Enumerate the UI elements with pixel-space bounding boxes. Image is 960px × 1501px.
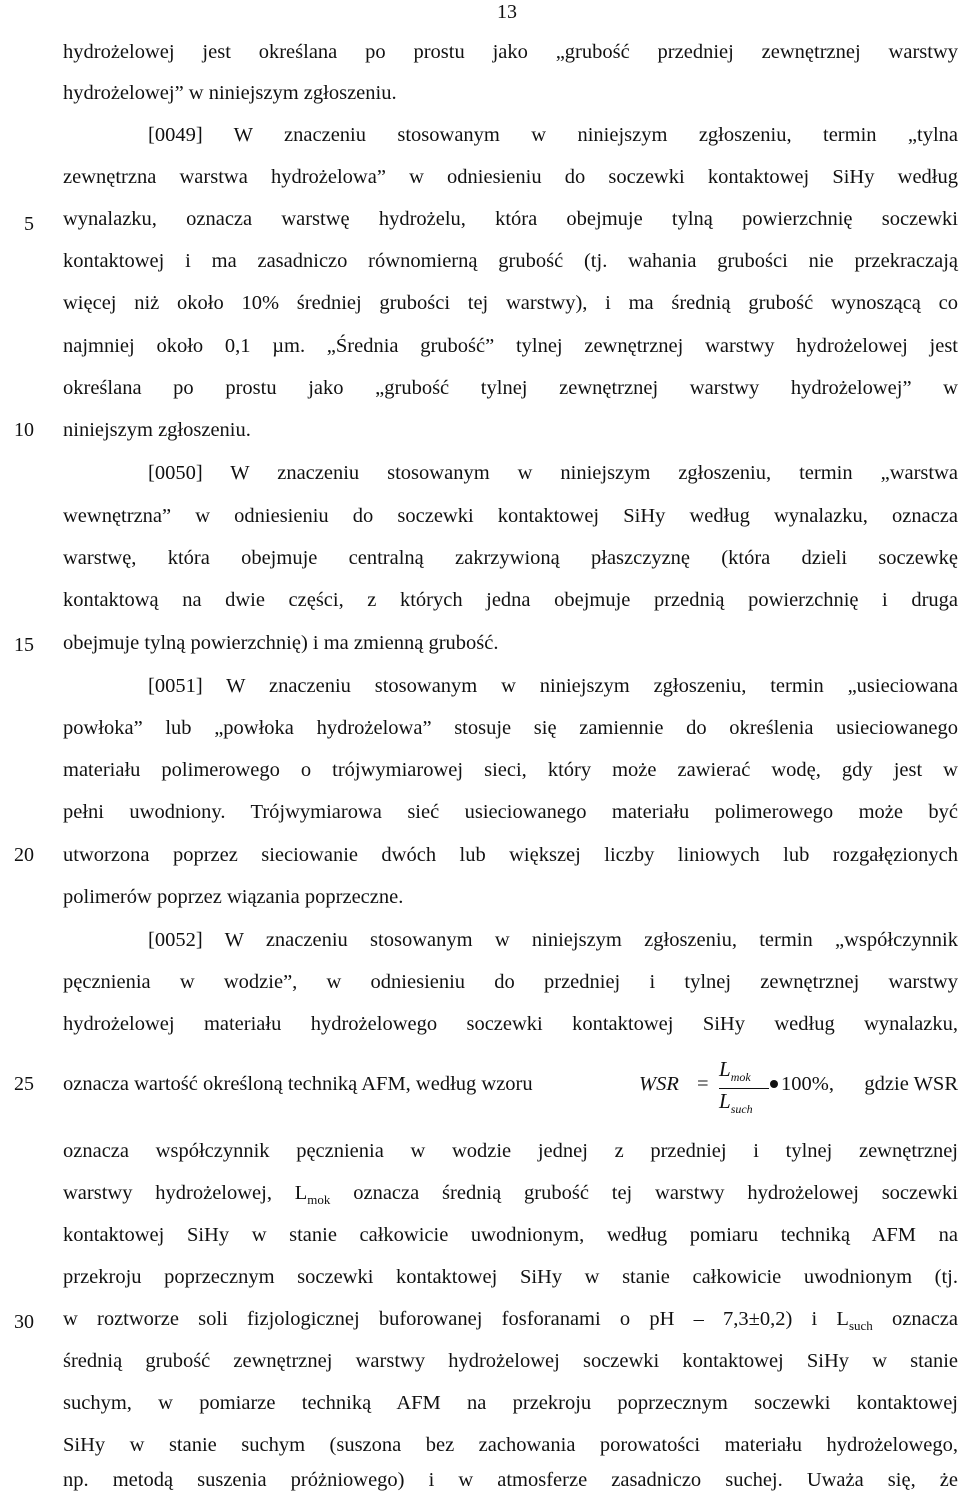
text-line-with-subscript: warstwy hydrożelowej, $L_{mok}$ oznacza średnią grubość tej warstwy hydrożelowej soczewki <box>63 1182 958 1208</box>
line-number: 30 <box>14 1311 34 1333</box>
document-body <box>63 0 958 1501</box>
text-line: pęcznienia w wodzie”, w odniesieniu do przedniej i tylnej zewnętrznej warstwy <box>63 971 958 993</box>
page-number: 13 <box>497 1 517 23</box>
formula-line <box>63 1059 958 1119</box>
text-line: polimerów poprzez wiązania poprzeczne. <box>63 886 404 908</box>
text-line: najmniej około 0,1 µm. „Średnia grubość” tylnej zewnętrznej warstwy hydrożelowej jest <box>63 335 958 357</box>
formula-fraction <box>719 1059 769 1119</box>
text-line: utworzona poprzez sieciowanie dwóch lub większej liczby liniowych lub rozgałęzionych <box>63 844 958 866</box>
text-line: kontaktowej i ma zasadniczo równomierną grubość (tj. wahania grubości nie przekraczają <box>63 250 958 272</box>
text-line: określana po prostu jako „grubość tylnej zewnętrznej warstwy hydrożelowej” w <box>63 377 958 399</box>
formula-line-prefix: oznacza wartość określoną techniką AFM, według wzoru <box>63 1073 533 1095</box>
text-line: warstwę, która obejmuje centralną zakrzywioną płaszczyznę (która dzieli soczewkę <box>63 547 958 569</box>
line-number-margin <box>0 0 40 1501</box>
formula-equals: = <box>697 1073 709 1095</box>
text-line: materiału polimerowego o trójwymiarowej sieci, który może zawierać wodę, gdy jest w <box>63 759 958 781</box>
text-line: obejmuje tylną powierzchnię) i ma zmienną grubość. <box>63 632 499 654</box>
line-number: 25 <box>14 1073 34 1095</box>
formula-percent: 100%, <box>781 1073 834 1095</box>
line-number: 10 <box>14 419 34 441</box>
text-line: wynalazku, oznacza warstwę hydrożelu, która obejmuje tylną powierzchnię soczewki <box>63 208 958 230</box>
text-line: zewnętrzna warstwa hydrożelowa” w odniesieniu do soczewki kontaktowej SiHy według <box>63 166 958 188</box>
text-line: powłoka” lub „powłoka hydrożelowa” stosuje się zamiennie do określenia usieciowanego <box>63 717 958 739</box>
text-line: przekroju poprzecznym soczewki kontaktowej SiHy w stanie całkowicie uwodnionym (tj. <box>63 1266 958 1288</box>
line-number: 20 <box>14 844 34 866</box>
fraction-numerator: $L_{mok}$ <box>719 1057 751 1085</box>
text-line: hydrożelowej jest określana po prostu jako „grubość przedniej zewnętrznej warstwy <box>63 41 958 63</box>
text-line: suchym, w pomiarze techniką AFM na przekroju poprzecznym soczewki kontaktowej <box>63 1392 958 1414</box>
text-line: SiHy w stanie suchym (suszona bez zachowania porowatości materiału hydrożelowego, <box>63 1434 958 1456</box>
paragraph-0049-start: [0049] W znaczeniu stosowanym w niniejszym zgłoszeniu, termin „tylna <box>148 124 958 146</box>
formula-line-suffix: gdzie WSR <box>864 1073 958 1095</box>
text-line: wewnętrzna” w odniesieniu do soczewki kontaktowej SiHy według wynalazku, oznacza <box>63 505 958 527</box>
text-line: kontaktowej SiHy w stanie całkowicie uwodnionym, według pomiaru techniką AFM na <box>63 1224 958 1246</box>
text-line: np. metodą suszenia próżniowego) i w atmosferze zasadniczo suchej. Uważa się, że <box>63 1469 958 1491</box>
formula-lhs: WSR <box>639 1073 679 1095</box>
line-number: 15 <box>14 634 34 656</box>
wsr-formula <box>639 1057 834 1119</box>
text-line: hydrożelowej” w niniejszym zgłoszeniu. <box>63 82 397 104</box>
multiplication-dot <box>770 1080 778 1088</box>
text-line-with-subscript: w roztworze soli fizjologicznej buforowanej fosforanami o pH – 7,3±0,2) i $L_{such}$ oznacza <box>63 1308 959 1334</box>
paragraph-0050-start: [0050] W znaczeniu stosowanym w niniejszym zgłoszeniu, termin „warstwa <box>148 462 958 484</box>
text-line: pełni uwodniony. Trójwymiarowa sieć usieciowanego materiału polimerowego może być <box>63 801 958 823</box>
text-line: oznacza współczynnik pęcznienia w wodzie jednej z przedniej i tylnej zewnętrznej <box>63 1140 958 1162</box>
text-line: średnią grubość zewnętrznej warstwy hydrożelowej soczewki kontaktowej SiHy w stanie <box>63 1350 958 1372</box>
text-line: hydrożelowej materiału hydrożelowego soczewki kontaktowej SiHy według wynalazku, <box>63 1013 958 1035</box>
fraction-denominator: $L_{such}$ <box>719 1089 753 1117</box>
text-line: kontaktową na dwie części, z których jedna obejmuje przednią powierzchnię i druga <box>63 589 958 611</box>
text-line: niniejszym zgłoszeniu. <box>63 419 251 441</box>
line-number: 5 <box>24 213 34 235</box>
paragraph-0051-start: [0051] W znaczeniu stosowanym w niniejszym zgłoszeniu, termin „usieciowana <box>148 675 958 697</box>
paragraph-0052-start: [0052] W znaczeniu stosowanym w niniejszym zgłoszeniu, termin „współczynnik <box>148 929 958 951</box>
text-line: więcej niż około 10% średniej grubości tej warstwy), i ma średnią grubość wynoszącą co <box>63 292 958 314</box>
